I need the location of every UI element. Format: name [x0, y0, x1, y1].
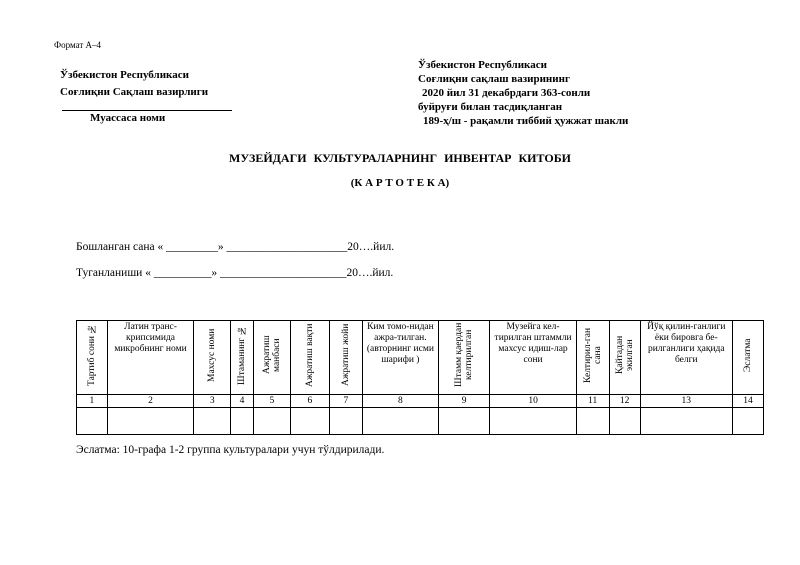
column-number: 7	[329, 395, 362, 408]
table-cell[interactable]	[609, 408, 640, 435]
table-cell[interactable]	[107, 408, 193, 435]
approval-header	[418, 58, 628, 128]
header-label: Қайтадан экилган	[614, 335, 635, 375]
header-cell	[77, 321, 108, 395]
header-cell	[107, 321, 193, 395]
header-cell	[253, 321, 290, 395]
header-cell	[640, 321, 733, 395]
republic-name-right: Ўзбекистон Республикаси	[418, 59, 547, 71]
table-cell[interactable]	[231, 408, 254, 435]
header-label: Латин транс-крипсимида микробнинг номи	[114, 322, 187, 354]
header-cell	[490, 321, 576, 395]
column-number: 4	[231, 395, 254, 408]
table-cell[interactable]	[329, 408, 362, 435]
format-label: Формат А–4	[54, 40, 102, 50]
header-cell	[194, 321, 231, 395]
header-label: Ажратиш манбаси	[261, 335, 282, 375]
table-cell[interactable]	[77, 408, 108, 435]
table-cell[interactable]	[290, 408, 329, 435]
header-cell	[231, 321, 254, 395]
left-header	[60, 67, 232, 127]
header-label: Эслатма	[743, 338, 754, 372]
form-number-line: 189-ҳ/ш - рақамли тиббий ҳужжат шакли	[423, 115, 629, 127]
column-number: 12	[609, 395, 640, 408]
column-number-row	[77, 395, 764, 408]
document-subtitle: (К А Р Т О Т Е К А)	[350, 177, 450, 189]
column-number: 11	[576, 395, 609, 408]
column-number: 1	[77, 395, 108, 408]
column-number: 6	[290, 395, 329, 408]
order-date-line: 2020 йил 31 декабрдаги 363-сонли	[422, 87, 591, 99]
column-number: 14	[733, 395, 764, 408]
header-label: Музейга кел-тирилган штаммли махсус идиш-лар сони	[494, 322, 572, 365]
column-number: 13	[640, 395, 733, 408]
header-label: Келтирил-ган сана	[582, 327, 603, 383]
end-date-field: Туганланиши « __________» ______________________20….йил.	[76, 267, 394, 279]
table-cell[interactable]	[576, 408, 609, 435]
header-cell	[329, 321, 362, 395]
footnote: Эслатма: 10-графа 1-2 группа культуралари учун тўлдирилади.	[76, 444, 385, 456]
table-cell[interactable]	[733, 408, 764, 435]
table-cell[interactable]	[194, 408, 231, 435]
table-cell[interactable]	[490, 408, 576, 435]
table-cell[interactable]	[253, 408, 290, 435]
column-number: 8	[362, 395, 438, 408]
table-row	[77, 408, 764, 435]
table-cell[interactable]	[640, 408, 733, 435]
header-cell	[290, 321, 329, 395]
column-number: 10	[490, 395, 576, 408]
header-cell	[576, 321, 609, 395]
header-label: Штаманинг №	[237, 325, 248, 385]
header-label: Ким томо-нидан ажра-тилган. (авторнинг исми шарифи )	[366, 322, 434, 365]
table-cell[interactable]	[438, 408, 489, 435]
header-cell	[733, 321, 764, 395]
document-title: МУЗЕЙДАГИ КУЛЬТУРАЛАРНИНГ ИНВЕНТАР КИТОБИ	[229, 151, 571, 165]
ministry-minister-line: Соғлиқни сақлаш вазирининг	[418, 73, 570, 85]
table-header-row	[77, 321, 764, 395]
header-label: Ажратиш вақти	[304, 323, 315, 387]
approval-line: буйруғи билан тасдиқланган	[418, 101, 563, 113]
inventory-table	[76, 320, 764, 435]
header-label: Махсус номи	[207, 328, 218, 382]
column-number: 2	[107, 395, 193, 408]
table-cell[interactable]	[362, 408, 438, 435]
start-date-field: Бошланган сана « _________» _____________________20….йил.	[76, 241, 395, 253]
ministry-name-left: Соғлиқни Сақлаш вазирлиги	[60, 86, 209, 98]
column-number: 5	[253, 395, 290, 408]
republic-name-left: Ўзбекистон Республикаси	[60, 69, 189, 81]
header-cell	[609, 321, 640, 395]
header-label: Тартиб сони №	[86, 323, 97, 387]
header-label: Ажратиш жойи	[340, 323, 351, 387]
institution-label: Муассаса номи	[90, 112, 166, 124]
header-cell	[438, 321, 489, 395]
column-number: 9	[438, 395, 489, 408]
header-cell	[362, 321, 438, 395]
column-number: 3	[194, 395, 231, 408]
header-label: Штамм қаердан келтирилган	[454, 322, 475, 388]
header-label: Йўқ қилин-ганлиги ёки бировга бе-рилганлиги ҳақида белги	[647, 322, 726, 365]
